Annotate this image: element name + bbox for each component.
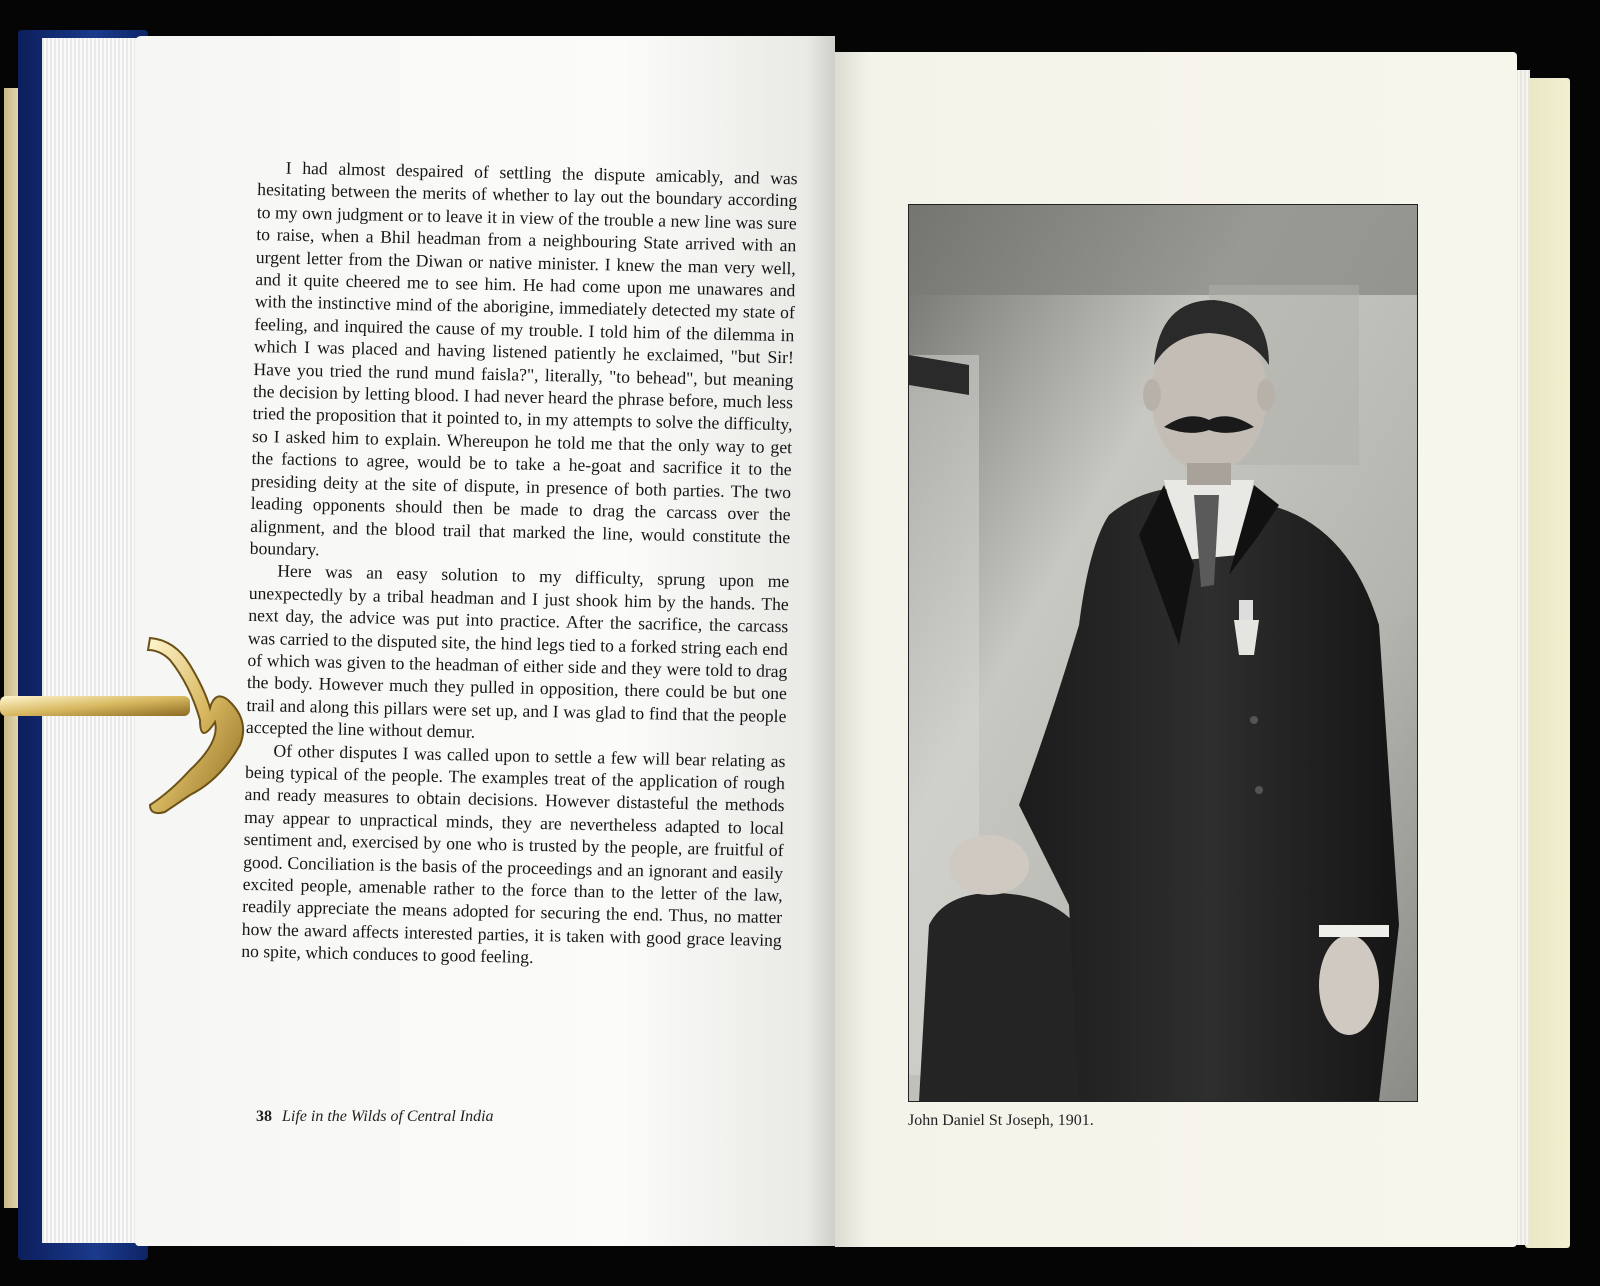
paragraph: I had almost despaired of settling the dispute amicably, and was hesitating between the merits of whether to lay out the boundary according to my own judgment or to leave it in view of the trouble a new line was sure to raise, when a Bhil headman from a neighbouring State arrived with an urgent letter from the Diwan or native minister. I knew the man very well, and it quite cheered me to see him. He had come upon me unawares and with the instinctive mind of the aborigine, immediately detected my state of feeling, and inquired the cause of my trouble. I told him of the dilemma in which I was placed and having listened patiently he exclaimed, "but Sir! Have you tried the rund mund faisla?", literally, "to behead", but meaning the decision by letting blood. I had never heard the phrase before, much less tried the proposition that it pointed to, in my attempts to solve the difficulty, so I asked him to explain. Whereupon he told me that the only way to get the factions to agree, would be to take a he-goat and sacrifice it to the presiding deity at the site of dispute, in presence of both parties. The two leading opponents should then be made to drag the carcass over the alignment, and the blood trail that marked the line, would constitute the boundary. [249,157,798,560]
paragraph: Here was an easy solution to my difficulty, sprung upon me unexpectedly by a tribal headman and I just shook him by the hands. The next day, the advice was put into practice. After the sacrifice, the carcass was carried to the disputed site, the hind legs tied to a forked string each end of which was given to the headman of either side and they were told to drag the body. However much they pulled in opposition, there could be but one trail and along this pillars were set up, and I was glad to find that the people accepted the line without demur. [245,560,790,742]
portrait-photo [908,204,1418,1102]
running-title: Life in the Wilds of Central India [282,1108,494,1125]
page-number: 38 [256,1108,272,1125]
body-text [241,156,798,974]
book-cover-right [1525,78,1570,1248]
anchor-bookmark [0,630,260,830]
photo-caption: John Daniel St Joseph, 1901. [908,1112,1094,1129]
paragraph: Of other disputes I was called upon to settle a few will bear relating as being typical of the people. The examples treat of the application of rough and ready measures to obtain decisions. However distasteful the methods may appear to unpractical minds, they are nevertheless adapted to local sentiment and, exercised by one who is trusted by the people, are fruitful of good. Conciliation is the basis of the proceedings and an ignorant and easily excited people, amenable rather to the force than to the letter of the law, readily appreciate the means adopted for securing the end. Thus, no matter how the award affects interested parties, it is taken with good grace leaving no spite, which conduces to good feeling. [241,740,786,968]
page-footer [256,1108,494,1126]
portrait-illustration [909,205,1417,1101]
